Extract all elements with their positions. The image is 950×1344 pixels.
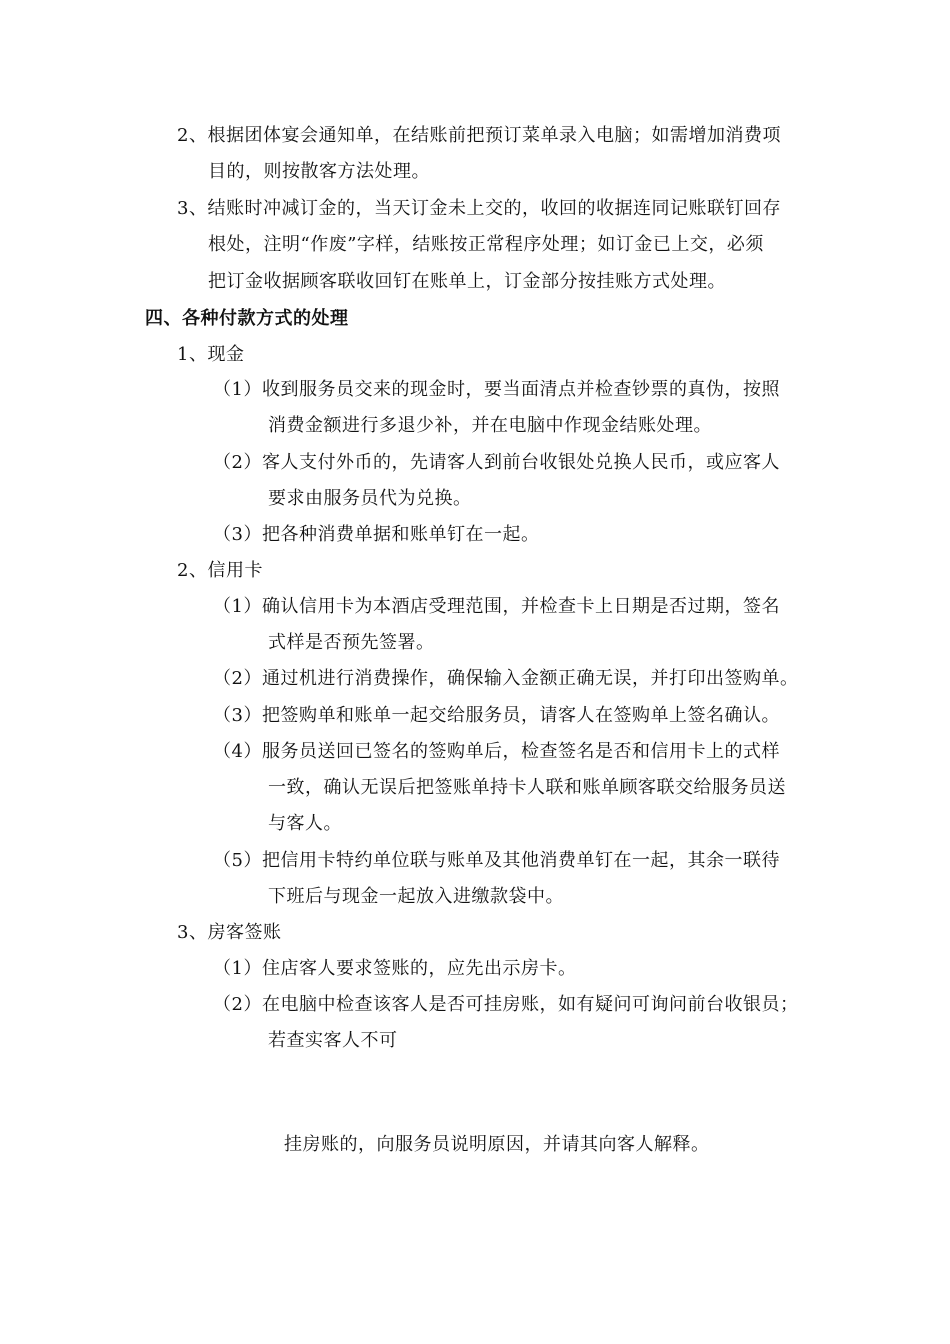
- room-item-2-line-2: 若查实客人不可: [268, 1030, 398, 1051]
- item-2-line-2: 目的，则按散客方法处理。: [208, 161, 430, 182]
- card-item-5-line-1: （5）把信用卡特约单位联与账单及其他消费单钉在一起，其余一联待: [213, 850, 780, 871]
- room-item-2-continuation: 挂房账的，向服务员说明原因，并请其向客人解释。: [284, 1134, 710, 1155]
- card-item-4-line-2: 一致，确认无误后把签账单持卡人联和账单顾客联交给服务员送: [268, 777, 786, 798]
- cash-item-2-line-2: 要求由服务员代为兑换。: [268, 488, 472, 509]
- card-item-5-line-2: 下班后与现金一起放入进缴款袋中。: [268, 886, 564, 907]
- item-3-line-2: 根处，注明“作废”字样，结账按正常程序处理；如订金已上交，必须: [208, 234, 764, 255]
- cash-item-2-line-1: （2）客人支付外币的，先请客人到前台收银处兑换人民币，或应客人: [213, 452, 780, 473]
- item-3-line-1: 3、结账时冲减订金的，当天订金未上交的，收回的收据连同记账联钉回存: [177, 198, 781, 219]
- card-item-4-line-3: 与客人。: [268, 813, 342, 834]
- subsection-room-charge: 3、房客签账: [177, 922, 282, 943]
- item-2-line-1: 2、根据团体宴会通知单，在结账前把预订菜单录入电脑；如需增加消费项: [177, 125, 781, 146]
- card-item-1-line-1: （1）确认信用卡为本酒店受理范围，并检查卡上日期是否过期，签名: [213, 596, 780, 617]
- room-item-1: （1）住店客人要求签账的，应先出示房卡。: [213, 958, 577, 979]
- cash-item-3: （3）把各种消费单据和账单钉在一起。: [213, 524, 540, 545]
- card-item-2: （2）通过机进行消费操作，确保输入金额正确无误，并打印出签购单。: [213, 668, 799, 689]
- subsection-cash: 1、现金: [177, 344, 245, 365]
- cash-item-1-line-2: 消费金额进行多退少补，并在电脑中作现金结账处理。: [268, 415, 712, 436]
- section-heading-4: 四、各种付款方式的处理: [145, 308, 349, 329]
- subsection-credit-card: 2、信用卡: [177, 560, 263, 581]
- card-item-1-line-2: 式样是否预先签署。: [268, 632, 435, 653]
- card-item-4-line-1: （4）服务员送回已签名的签购单后，检查签名是否和信用卡上的式样: [213, 741, 780, 762]
- card-item-3: （3）把签购单和账单一起交给服务员，请客人在签购单上签名确认。: [213, 705, 780, 726]
- cash-item-1-line-1: （1）收到服务员交来的现金时，要当面清点并检查钞票的真伪，按照: [213, 379, 780, 400]
- room-item-2-line-1: （2）在电脑中检查该客人是否可挂房账，如有疑问可询问前台收银员；: [213, 994, 799, 1015]
- item-3-line-3: 把订金收据顾客联收回钉在账单上，订金部分按挂账方式处理。: [208, 271, 726, 292]
